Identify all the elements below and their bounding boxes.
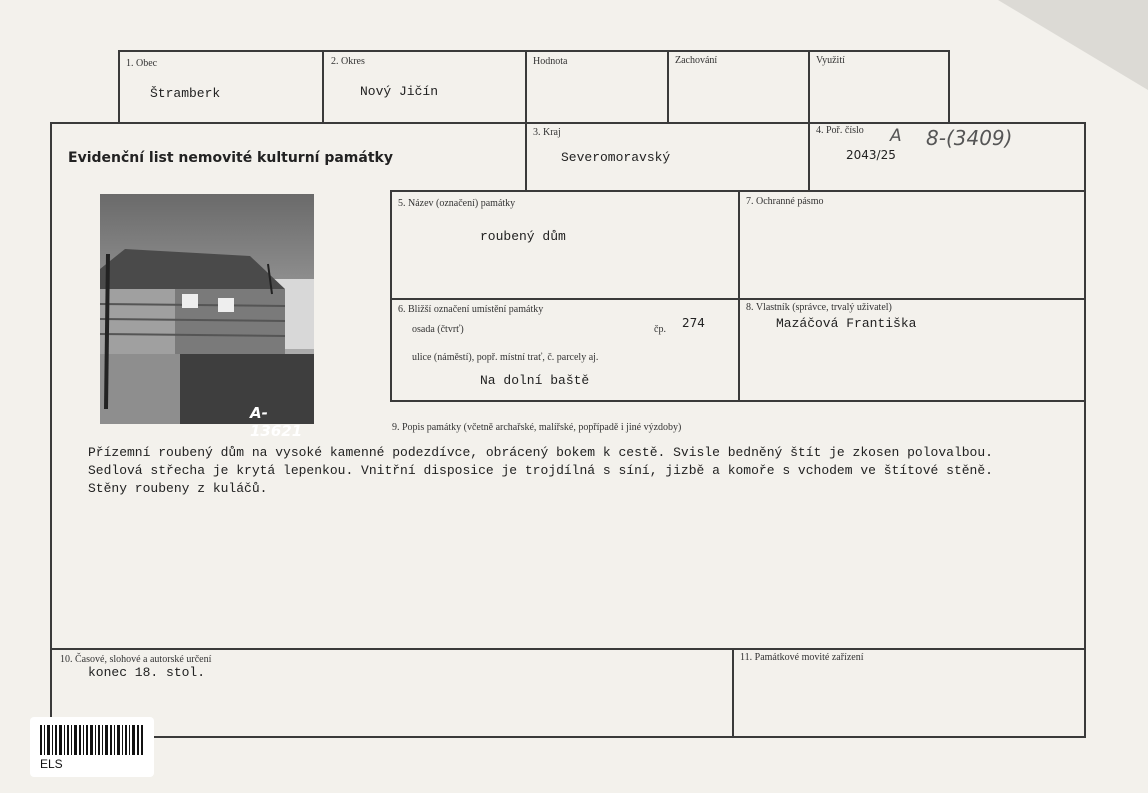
photo-id-label: A-13621 [250,404,303,440]
urceni-value: konec 18. stol. [88,665,206,680]
ochranne-pasmo-label: 7. Ochranné pásmo [746,196,824,207]
obec-label: 1. Obec [126,58,158,69]
ulice-label: ulice (náměstí), popř. místní trať, č. parcely aj. [412,352,599,363]
barcode-sticker [30,717,154,777]
okres-value: Nový Jičín [360,84,439,99]
por-cislo-label: 4. Poř. číslo [816,125,864,136]
form-title: Evidenční list nemovité kulturní památky [68,150,393,166]
okres-label: 2. Okres [331,56,365,67]
osada-label: osada (čtvrť) [412,324,464,335]
cp-value: 274 [682,316,705,330]
vlastnik-cell [738,298,1086,402]
obec-value: Štramberk [150,86,221,101]
monument-photo [100,194,314,440]
popis-line: Přízemní roubený dům na vysoké kamenné podezdívce, obrácený bokem k cestě. Svisle bedněný štít je zkosen polovalbou. [88,445,993,460]
sticker-code: ELS [40,757,63,771]
house-photo-illustration [100,194,314,424]
nazev-value: roubený dům [480,229,566,244]
vlastnik-label: 8. Vlastník (správce, trvalý uživatel) [746,302,892,313]
folded-corner [998,0,1148,90]
vlastnik-value: Mazáčová Františka [776,316,917,331]
kraj-value: Severomoravský [561,150,671,165]
handwritten-a: A [890,126,902,146]
umisteni-label: 6. Bližší označení umístění památky [398,304,544,315]
vyuziti-label: Využití [816,55,845,66]
nazev-label: 5. Název (označení) památky [398,198,516,209]
hodnota-label: Hodnota [533,56,568,67]
cp-label: čp. [654,324,666,335]
popis-line: Sedlová střecha je krytá lepenkou. Vnitřní disposice je trojdílná s síní, jizbě a komoře s vchodem ve štítové stěně. [88,463,993,478]
movite-zarizeni-label: 11. Památkové movité zařízení [740,652,864,663]
popis-line: Stěny roubeny z kuláčů. [88,481,268,496]
ulice-value: Na dolní baště [480,373,590,388]
handwritten-number: 8-(3409) [926,126,1013,150]
por-cislo-value: 2043/25 [846,148,896,162]
urceni-label: 10. Časové, slohové a autorské určení [60,654,212,665]
zachovani-label: Zachování [675,55,718,66]
kraj-label: 3. Kraj [533,127,561,138]
barcode-icon [40,725,144,755]
popis-text [88,444,1048,498]
popis-label: 9. Popis památky (včetně archařské, malířské, popřípadě i jiné výzdoby) [392,422,682,433]
